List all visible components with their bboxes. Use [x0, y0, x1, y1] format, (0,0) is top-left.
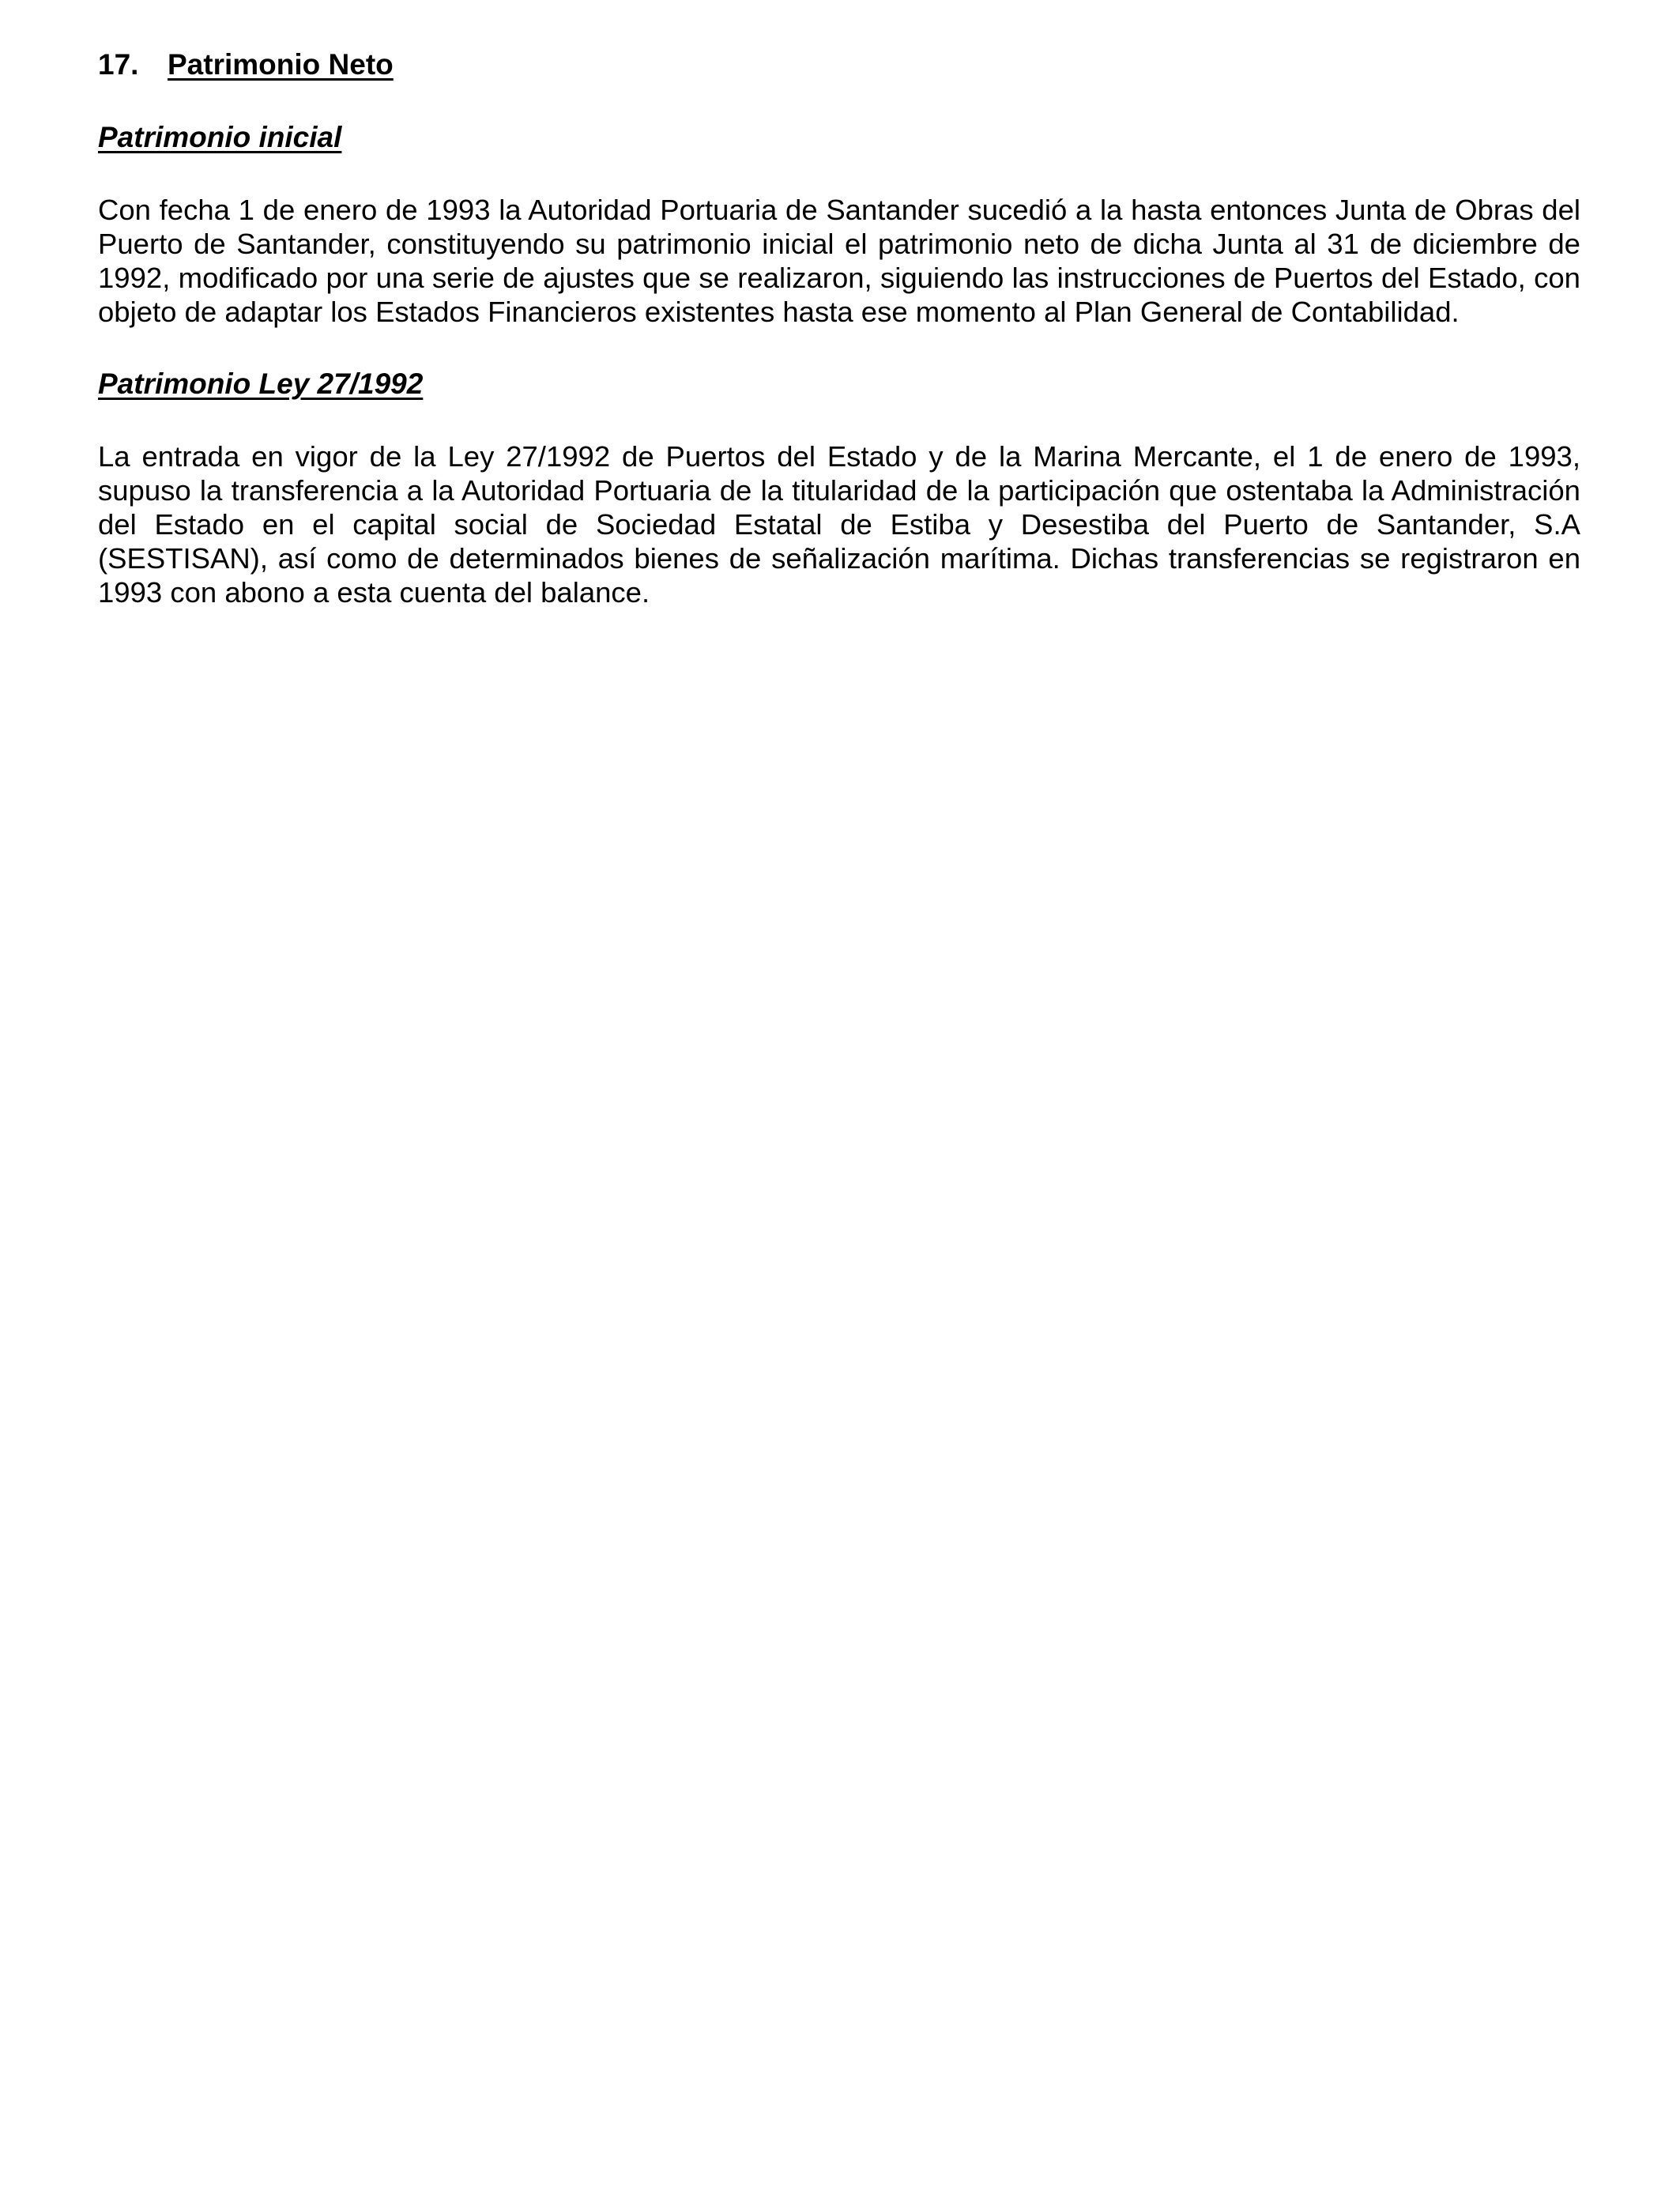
subheading-patrimonio-inicial: Patrimonio inicial: [98, 121, 342, 153]
document-page: [98, 44, 1580, 609]
section-title: Patrimonio Neto: [168, 48, 394, 81]
section-number: 17.: [98, 48, 139, 81]
section-heading: [98, 44, 1580, 85]
paragraph-patrimonio-ley: La entrada en vigor de la Ley 27/1992 de Puertos del Estado y de la Marina Mercante, el 1 de enero de 1993, supuso la transferencia a la Autoridad Portuaria de la titularidad de la participación que ostentaba la Administración del Estado en el capital social de Sociedad Estatal de Estiba y Desestiba del Puerto de Santander, S.A (SESTISAN), así como de determinados bienes de señalización marítima. Dichas transferencias se registraron en 1993 con abono a esta cuenta del balance.: [98, 440, 1580, 609]
subheading-patrimonio-ley: Patrimonio Ley 27/1992: [98, 368, 424, 400]
paragraph-patrimonio-inicial: Con fecha 1 de enero de 1993 la Autoridad Portuaria de Santander sucedió a la hasta entonces Junta de Obras del Puerto de Santander, constituyendo su patrimonio inicial el patrimonio neto de dicha Junta al 31 de diciembre de 1992, modificado por una serie de ajustes que se realizaron, siguiendo las instrucciones de Puertos del Estado, con objeto de adaptar los Estados Financieros existentes hasta ese momento al Plan General de Contabilidad.: [98, 194, 1580, 328]
